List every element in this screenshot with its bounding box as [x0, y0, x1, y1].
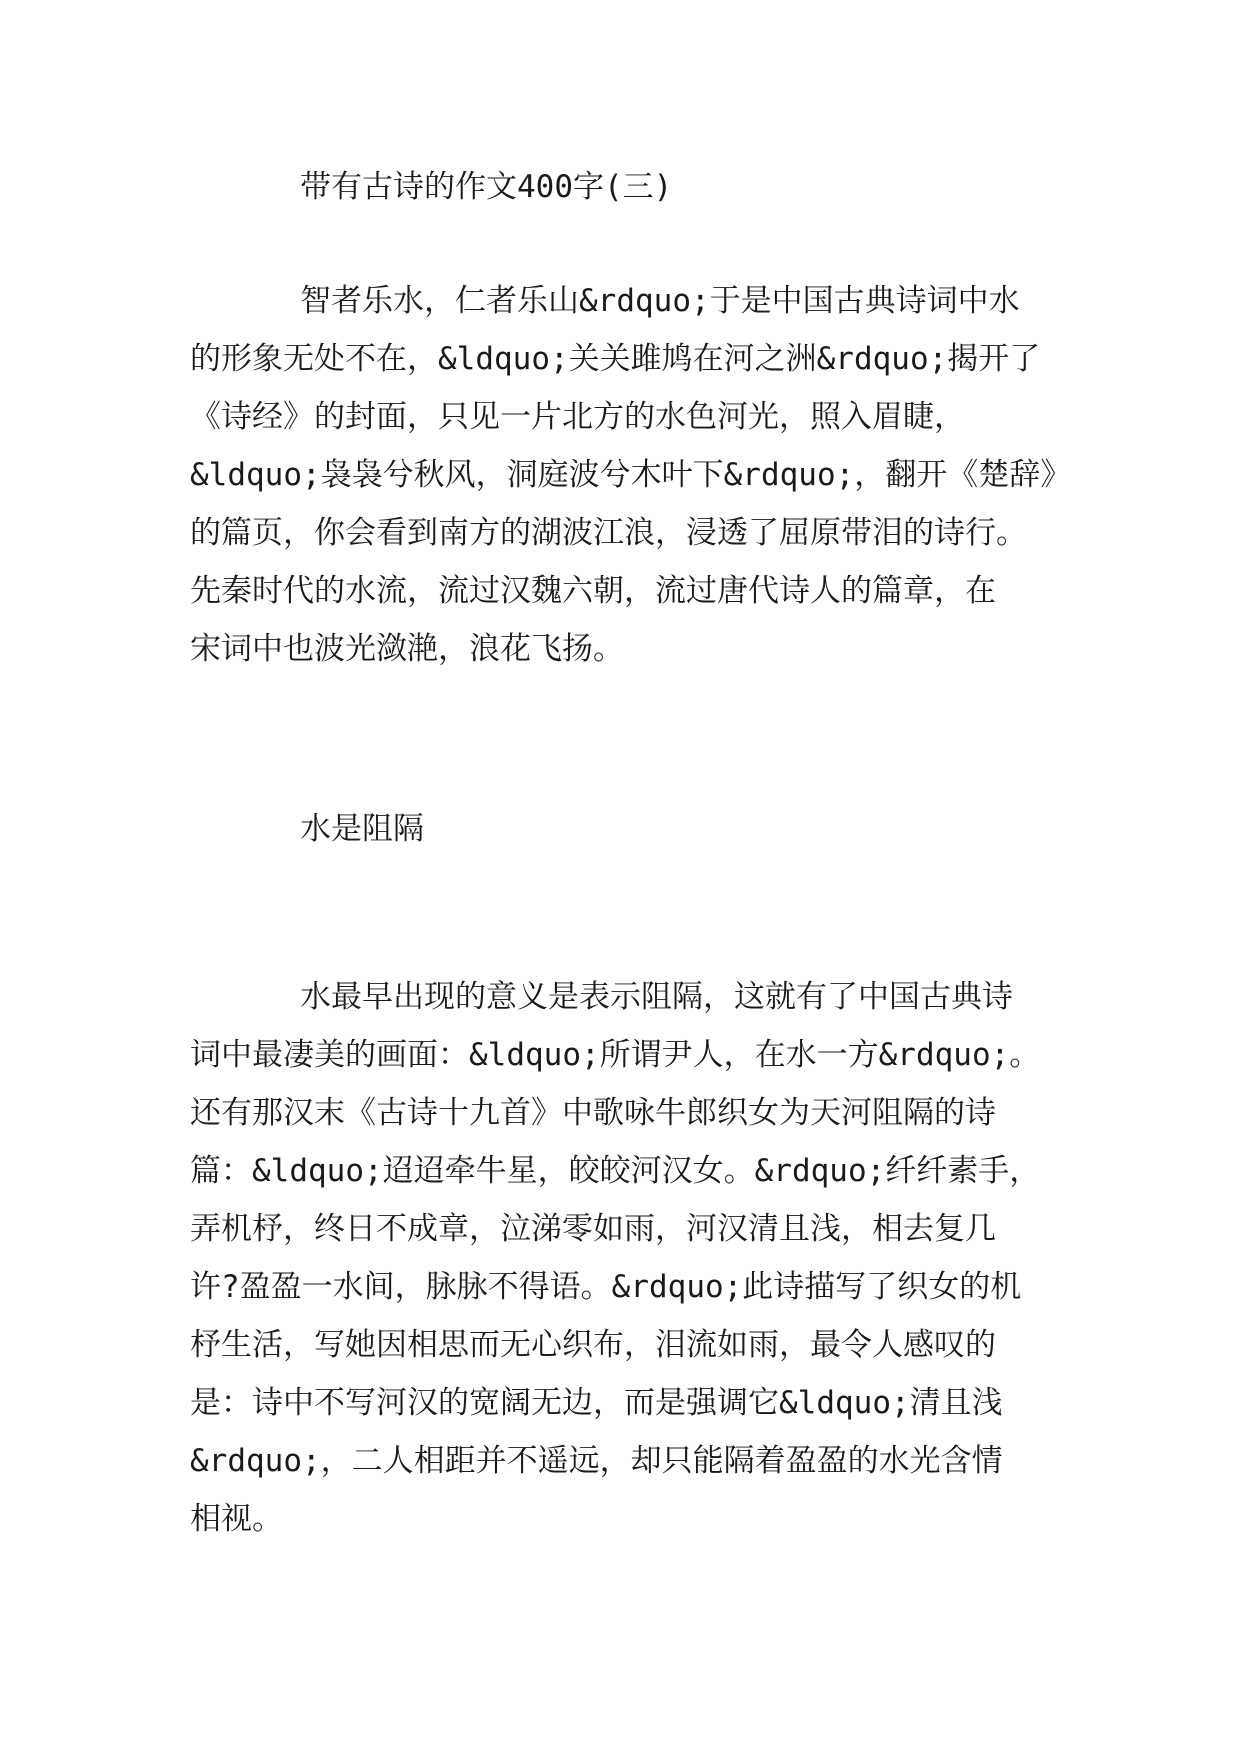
paragraph-line: 的形象无处不在，&ldquo;关关雎鸠在河之洲&rdquo;揭开了: [190, 341, 1041, 377]
paragraph-line: 智者乐水，仁者乐山&rdquo;于是中国古典诗词中水: [300, 283, 1020, 319]
paragraph-line: 篇：&ldquo;迢迢牵牛星，皎皎河汉女。&rdquo;纤纤素手，: [190, 1153, 1041, 1189]
paragraph-line: &ldquo;袅袅兮秋风，洞庭波兮木叶下&rdquo;，翻开《楚辞》: [190, 457, 1072, 493]
section-heading: 水是阻隔: [300, 811, 424, 847]
paragraph-line: 先秦时代的水流，流过汉魏六朝，流过唐代诗人的篇章，在: [190, 573, 996, 609]
paragraph-intro: [190, 272, 1070, 678]
paragraph-line: 的篇页，你会看到南方的湖波江浪，浸透了屈原带泪的诗行。: [190, 515, 1027, 551]
paragraph-line: 杼生活，写她因相思而无心织布，泪流如雨，最令人感叹的: [190, 1327, 996, 1363]
paragraph-barrier: [190, 968, 1070, 1548]
section-heading-block: [190, 800, 1070, 858]
paragraph-line: 还有那汉末《古诗十九首》中歌咏牛郎织女为天河阻隔的诗: [190, 1095, 996, 1131]
paragraph-line: 词中最凄美的画面：&ldquo;所谓尹人，在水一方&rdquo;。: [190, 1037, 1041, 1073]
document-title-block: [190, 158, 1070, 216]
paragraph-line: 水最早出现的意义是表示阻隔，这就有了中国古典诗: [300, 979, 1013, 1015]
paragraph-line: 相视。: [190, 1501, 283, 1537]
paragraph-line: &rdquo;，二人相距并不遥远，却只能隔着盈盈的水光含情: [190, 1443, 1003, 1479]
paragraph-line: 是：诗中不写河汉的宽阔无边，而是强调它&ldquo;清且浅: [190, 1385, 1003, 1421]
document-title: 带有古诗的作文400字(三): [300, 169, 673, 205]
paragraph-line: 弄机杼，终日不成章，泣涕零如雨，河汉清且浅，相去复几: [190, 1211, 996, 1247]
paragraph-line: 许?盈盈一水间，脉脉不得语。&rdquo;此诗描写了织女的机: [190, 1269, 1022, 1305]
paragraph-line: 《诗经》的封面，只见一片北方的水色河光，照入眉睫，: [190, 399, 965, 435]
paragraph-line: 宋词中也波光潋滟，浪花飞扬。: [190, 631, 624, 667]
